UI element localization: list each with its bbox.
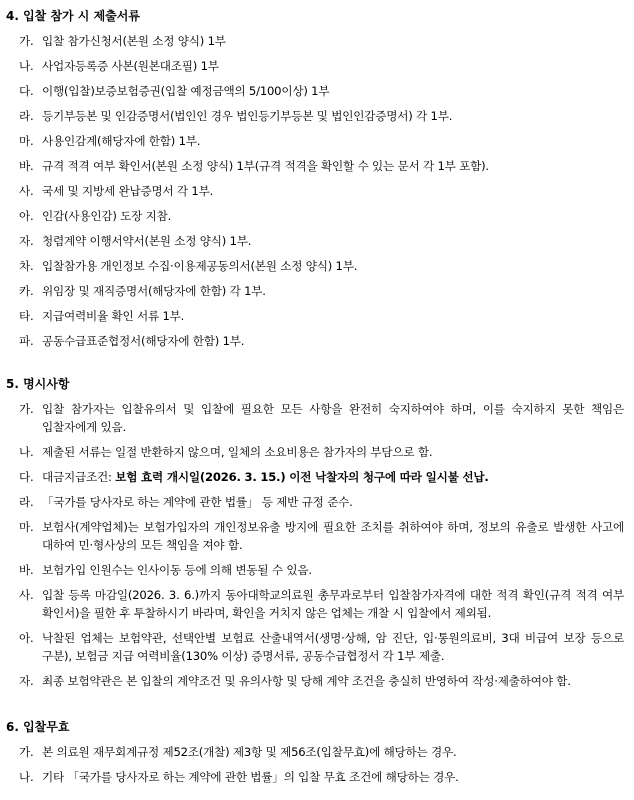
item-text: 사용인감계(해당자에 한함) 1부. (42, 134, 201, 148)
item-text: 인감(사용인감) 도장 지참. (42, 209, 172, 223)
list-item (0, 468, 634, 486)
list-item (0, 629, 634, 665)
list-item (0, 307, 634, 325)
item-text: 사업자등록증 사본(원본대조필) 1부 (42, 59, 219, 73)
section-bid-invalidity (0, 717, 634, 786)
list-item (0, 257, 634, 275)
item-text: 보험가입 인원수는 인사이동 등에 의해 변동될 수 있음. (42, 563, 312, 577)
item-marker: 다. (19, 470, 34, 484)
item-marker: 마. (19, 134, 34, 148)
item-text-bold: 보험 효력 개시일(2026. 3. 15.) 이전 낙찰자의 청구에 따라 일시불 선납. (115, 470, 489, 484)
item-marker: 파. (19, 334, 34, 348)
item-marker: 나. (19, 770, 34, 784)
item-marker: 타. (19, 309, 34, 323)
item-marker: 바. (19, 563, 34, 577)
item-marker: 바. (19, 159, 34, 173)
item-text: 입찰참가용 개인정보 수집·이용제공동의서(본원 소정 양식) 1부. (42, 259, 358, 273)
section-title: 6. 입찰무효 (6, 720, 70, 734)
item-text: 이행(입찰)보증보험증권(입찰 예정금액의 5/100이상) 1부 (42, 84, 330, 98)
item-marker: 차. (19, 259, 34, 273)
item-marker: 가. (19, 34, 34, 48)
list-item (0, 518, 634, 554)
item-text: 청렴계약 이행서약서(본원 소정 양식) 1부. (42, 234, 252, 248)
section-spacer (0, 357, 634, 374)
section-title: 4. 입찰 참가 시 제출서류 (6, 9, 140, 23)
section-title: 5. 명시사항 (6, 377, 70, 391)
item-text: 공동수급표준협정서(해당자에 한함) 1부. (42, 334, 245, 348)
list-item (0, 561, 634, 579)
item-text: 보험사(계약업체)는 보험가입자의 개인정보유출 방지에 필요한 조치를 취하여야 하며, 정보의 유출로 발생한 사고에 대하여 민·형사상의 모든 책임을 져야 함. (42, 520, 624, 552)
list-item (0, 182, 634, 200)
list-item (0, 743, 634, 761)
list-item (0, 157, 634, 175)
item-marker: 라. (19, 109, 34, 123)
item-text-prefix: 대금지급조건: (42, 470, 116, 484)
item-marker: 다. (19, 84, 34, 98)
item-text: 국세 및 지방세 완납증명서 각 1부. (42, 184, 214, 198)
item-text: 입찰 등록 마감일(2026. 3. 6.)까지 동아대학교의료원 총무과로부터 입찰참가자격에 대한 적격 확인(규격 적격 여부 확인서)을 필한 후 투찰하시기 바라며, 확인을 거치지 않은 업체는 개찰 시 입찰에서 제외됨. (42, 588, 624, 620)
item-marker: 라. (19, 495, 34, 509)
item-marker: 나. (19, 445, 34, 459)
item-marker: 아. (19, 631, 34, 645)
section-submission-documents (0, 6, 634, 350)
list-item (0, 672, 634, 690)
list-item (0, 443, 634, 461)
item-marker: 사. (19, 184, 34, 198)
item-text: 위임장 및 재직증명서(해당자에 한함) 각 1부. (42, 284, 266, 298)
item-marker: 카. (19, 284, 34, 298)
item-text: 입찰 참가자는 입찰유의서 및 입찰에 필요한 모든 사항을 완전히 숙지하여야 하며, 이를 숙지하지 못한 책임은 입찰자에게 있음. (42, 402, 624, 434)
list-item (0, 232, 634, 250)
item-text: 기타 「국가를 당사자로 하는 계약에 관한 법률」의 입찰 무효 조건에 해당하는 경우. (42, 770, 459, 784)
list-item (0, 400, 634, 436)
list-item (0, 207, 634, 225)
item-text: 입찰 참가신청서(본원 소정 양식) 1부 (42, 34, 226, 48)
list-item (0, 586, 634, 622)
item-list (0, 400, 634, 690)
list-item (0, 57, 634, 75)
list-item (0, 332, 634, 350)
item-text: 제출된 서류는 일절 반환하지 않으며, 일체의 소요비용은 참가자의 부담으로 함. (42, 445, 433, 459)
item-text: 등기부등본 및 인감증명서(법인인 경우 법인등기부등본 및 법인인감증명서) 각 1부. (42, 109, 453, 123)
item-marker: 가. (19, 402, 34, 416)
item-list (0, 743, 634, 786)
list-item (0, 493, 634, 511)
item-text: 최종 보험약관은 본 입찰의 계약조건 및 유의사항 및 당해 계약 조건을 충실히 반영하여 작성·제출하여야 함. (42, 674, 571, 688)
list-item (0, 82, 634, 100)
item-text: 본 의료원 재무회계규정 제52조(개찰) 제3항 및 제56조(입찰무효)에 해당하는 경우. (42, 745, 457, 759)
list-item (0, 107, 634, 125)
item-text: 「국가를 당사자로 하는 계약에 관한 법률」 등 제반 규정 준수. (42, 495, 353, 509)
section-spacer (0, 697, 634, 717)
list-item (0, 768, 634, 786)
item-marker: 자. (19, 674, 34, 688)
item-list (0, 32, 634, 350)
item-marker: 자. (19, 234, 34, 248)
item-text: 규격 적격 여부 확인서(본원 소정 양식) 1부(규격 적격을 확인할 수 있는 문서 각 1부 포함). (42, 159, 489, 173)
list-item (0, 282, 634, 300)
section-specifications (0, 374, 634, 690)
item-marker: 아. (19, 209, 34, 223)
list-item (0, 32, 634, 50)
item-text: 낙찰된 업체는 보험약관, 선택안별 보험료 산출내역서(생명·상해, 암 진단, 입·통원의료비, 3대 비급여 보장 등으로 구분), 보험금 지급 여력비율(130% 이상) 증명서류, 공동수급협정서 각 1부 제출. (42, 631, 624, 663)
list-item (0, 132, 634, 150)
item-marker: 가. (19, 745, 34, 759)
item-marker: 마. (19, 520, 34, 534)
item-marker: 나. (19, 59, 34, 73)
item-text: 지급여력비율 확인 서류 1부. (42, 309, 185, 323)
item-marker: 사. (19, 588, 34, 602)
